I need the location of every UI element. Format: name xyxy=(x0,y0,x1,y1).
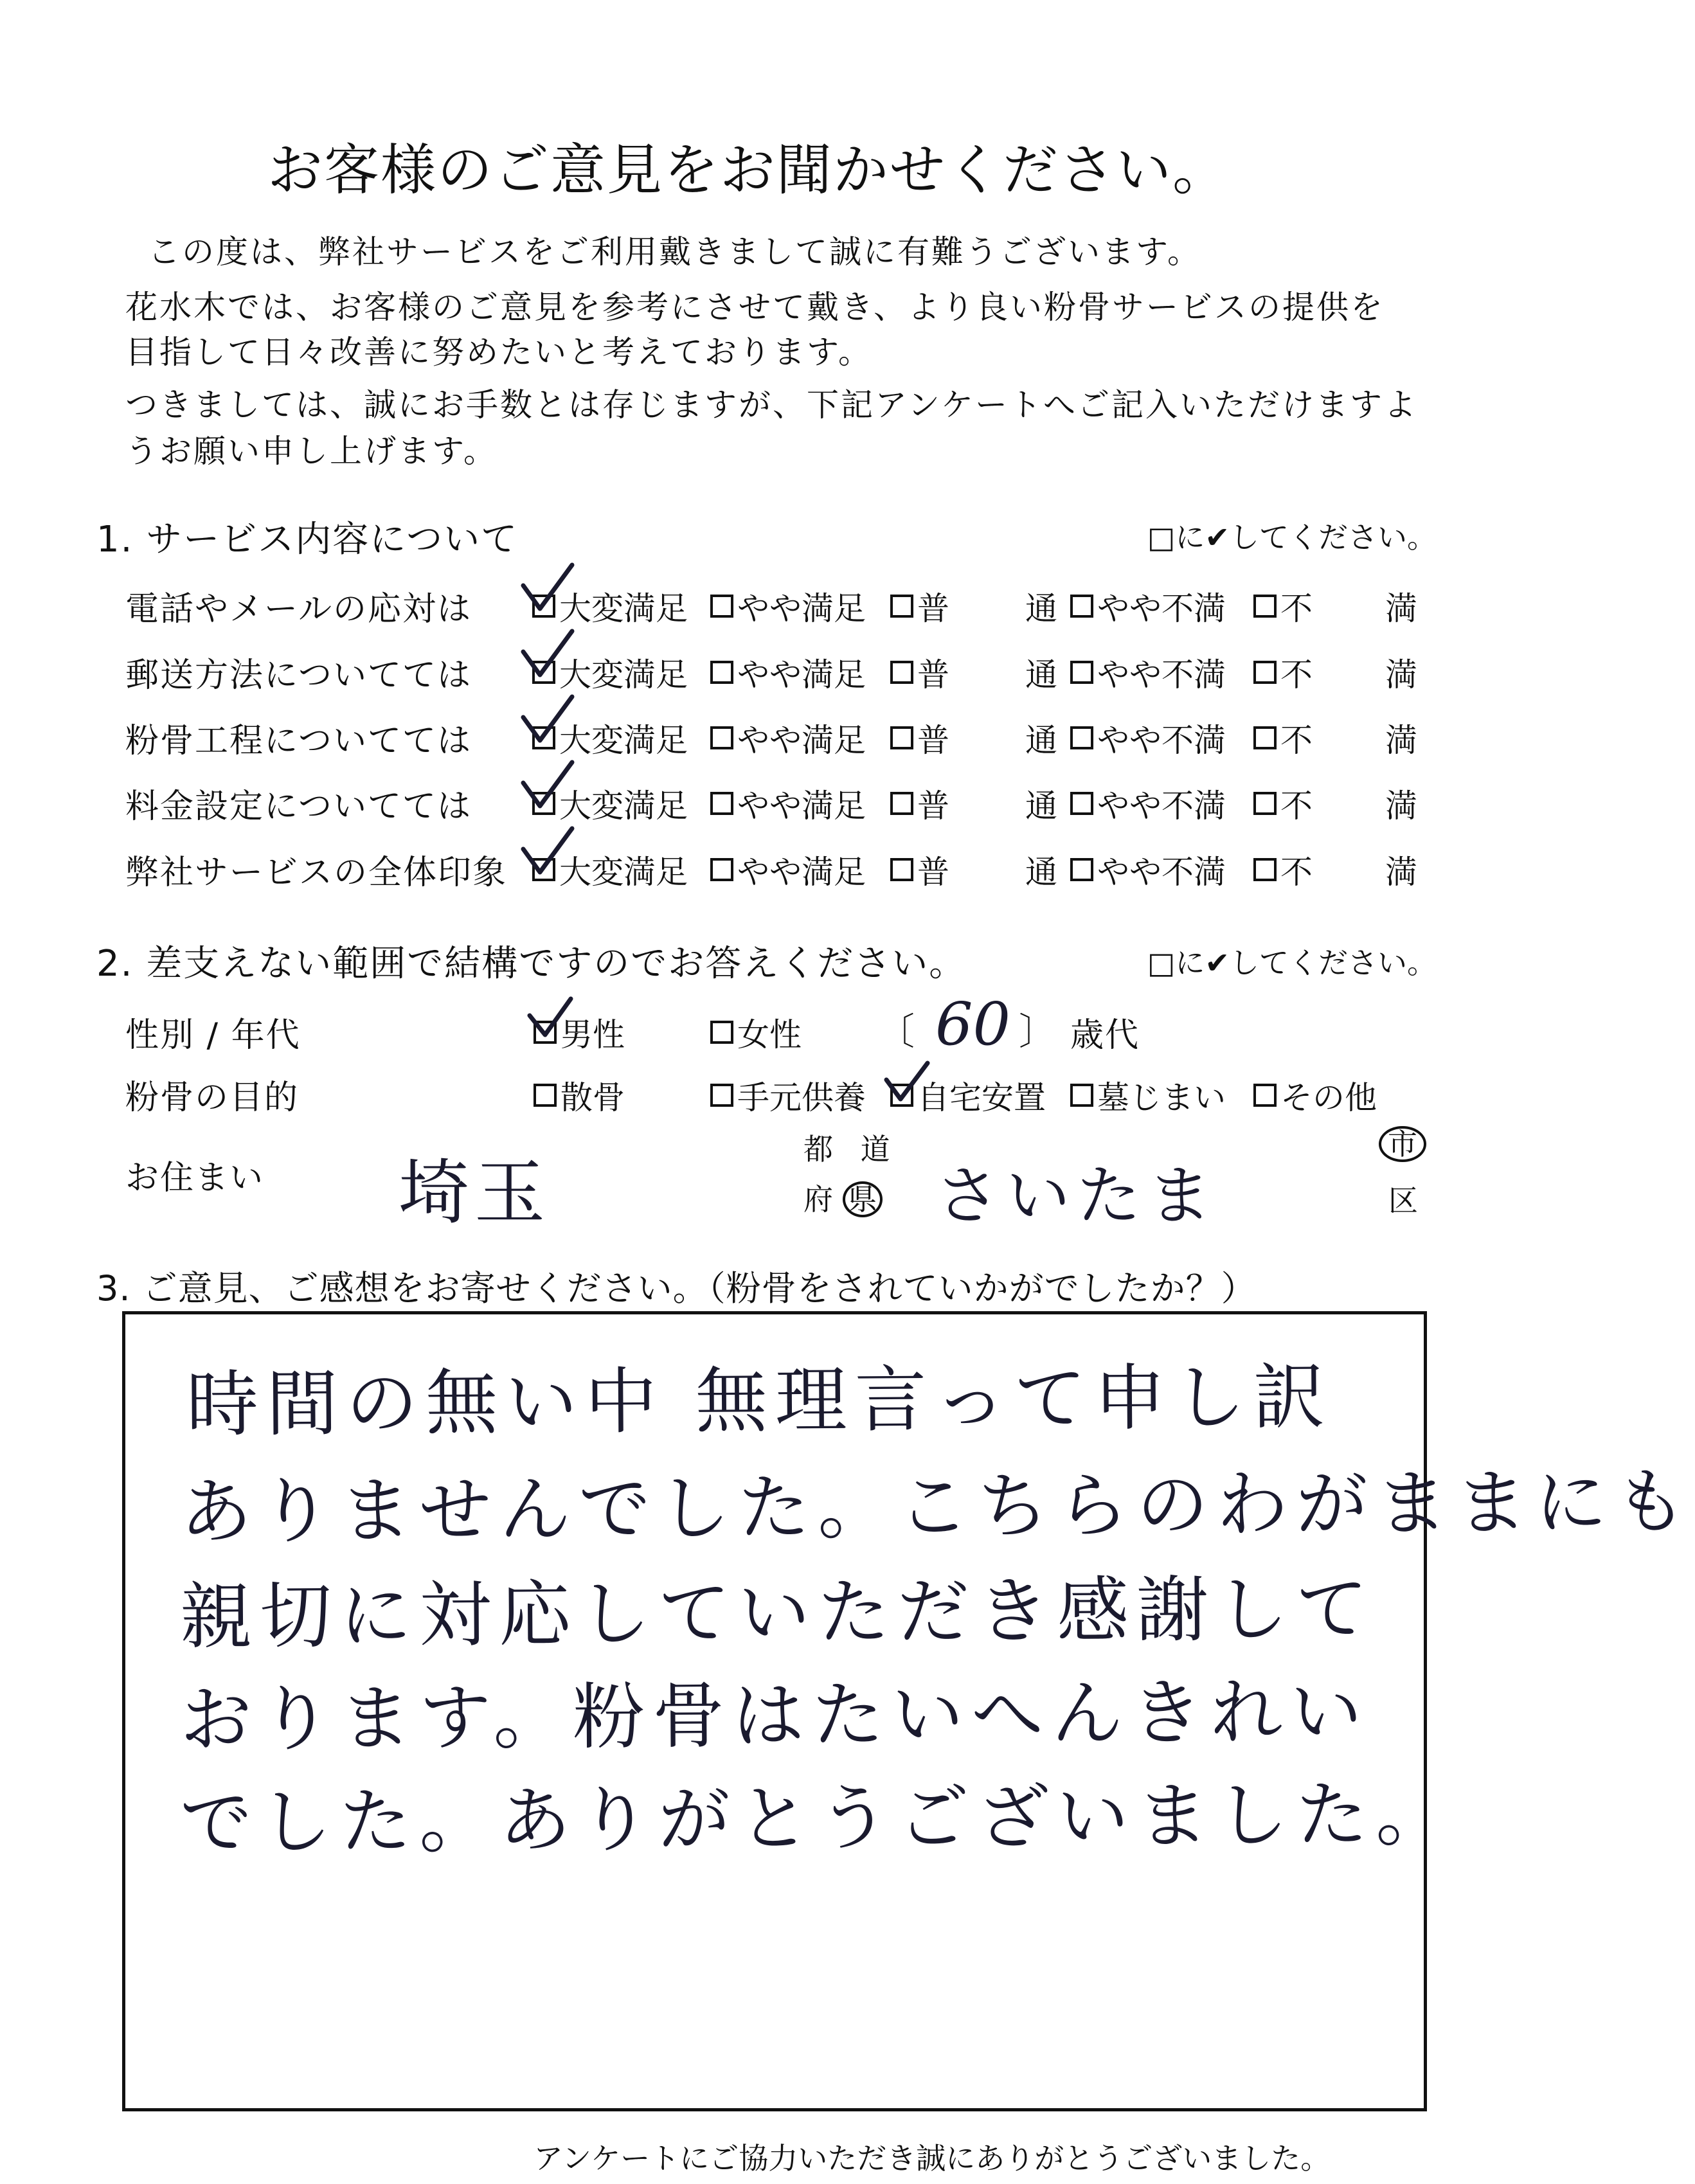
rating-option[interactable] xyxy=(890,715,949,761)
rating-option-label: やや不満 xyxy=(1097,854,1226,891)
city-value[interactable]: さいたま xyxy=(935,1158,1218,1233)
checkmark-icon xyxy=(519,826,577,877)
rating-option-label: 普 xyxy=(917,656,949,694)
rating-checkbox[interactable] xyxy=(710,726,733,749)
instruction-suffix: してください。 xyxy=(1230,945,1437,980)
checkmark-icon xyxy=(519,562,577,614)
intro-line-2: 花水木では、お客様のご意見を参考にさせて戴き、より良い粉骨サービスの提供を xyxy=(125,289,1385,326)
purpose-option-label: 手元供養 xyxy=(737,1079,866,1116)
rating-checkbox[interactable] xyxy=(890,858,913,881)
city-suffix-shi-circled xyxy=(1379,1126,1426,1162)
rating-checkbox[interactable] xyxy=(1253,661,1277,684)
rating-checkbox[interactable] xyxy=(890,726,913,749)
rating-option-label: やや満足 xyxy=(737,854,866,891)
prefecture-value[interactable]: 埼玉 xyxy=(399,1152,550,1234)
instruction-prefix: □に xyxy=(1147,945,1205,980)
rating-option[interactable] xyxy=(710,649,866,695)
rating-checkbox[interactable] xyxy=(710,792,733,815)
rating-checkbox[interactable] xyxy=(890,792,913,815)
page-title: お客様のご意見をお聞かせください。 xyxy=(267,138,1229,202)
rating-option-label: 大変満足 xyxy=(559,656,688,694)
question-label: 粉骨工程についてては xyxy=(125,722,472,760)
section1-instruction xyxy=(1147,514,1437,557)
rating-option[interactable] xyxy=(1070,649,1226,695)
purpose-option[interactable] xyxy=(534,1072,625,1118)
rating-option[interactable] xyxy=(1070,583,1226,629)
question-label: 弊社サービスの全体印象 xyxy=(125,854,508,892)
rating-option-label: 不 xyxy=(1280,854,1313,891)
intro-line-5: うお願い申し上げます。 xyxy=(125,433,498,470)
question-label: 電話やメールの応対は xyxy=(125,590,472,629)
rating-option[interactable] xyxy=(710,846,866,893)
rating-checkbox[interactable] xyxy=(1070,661,1093,684)
rating-option-label: 通 xyxy=(1025,590,1057,627)
rating-option[interactable] xyxy=(1070,715,1226,761)
rating-option-label: 満 xyxy=(1385,590,1417,627)
prefecture-suffix-bottom xyxy=(803,1176,883,1219)
purpose-checkbox[interactable] xyxy=(534,1084,557,1107)
section2-instruction xyxy=(1147,940,1437,982)
rating-option-label: 不 xyxy=(1280,787,1313,825)
purpose-option-label: 散骨 xyxy=(561,1079,625,1116)
rating-option-label: やや満足 xyxy=(737,656,866,694)
checkmark-icon xyxy=(519,629,577,680)
prefecture-suffix-fu: 府 xyxy=(803,1182,833,1217)
rating-option-label: やや不満 xyxy=(1097,656,1226,694)
section1-heading: 1. サービス内容について xyxy=(96,519,519,560)
rating-option-label: 大変満足 xyxy=(559,722,688,759)
check-icon: ✔ xyxy=(1205,945,1230,980)
comment-line-4: おります。粉骨はたいへんきれい xyxy=(179,1670,1370,1762)
purpose-option[interactable] xyxy=(1253,1072,1377,1118)
rating-option[interactable] xyxy=(1253,649,1313,695)
rating-option xyxy=(1385,715,1417,761)
rating-option-label: 普 xyxy=(917,590,949,627)
rating-option xyxy=(1385,846,1417,893)
purpose-option-label: その他 xyxy=(1280,1079,1377,1116)
rating-option xyxy=(1025,649,1057,695)
city-suffix-shi: 市 xyxy=(1379,1126,1426,1162)
rating-option-label: 普 xyxy=(917,854,949,891)
rating-option xyxy=(1385,583,1417,629)
question-label: 料金設定についてては xyxy=(125,787,472,826)
purpose-checkbox[interactable] xyxy=(1253,1084,1277,1107)
rating-option-label: 普 xyxy=(917,787,949,825)
question-label: 郵送方法についてては xyxy=(125,656,472,695)
rating-option-label: 満 xyxy=(1385,854,1417,891)
purpose-option-label: 自宅安置 xyxy=(917,1079,1046,1116)
rating-option-label: 普 xyxy=(917,722,949,759)
rating-checkbox[interactable] xyxy=(1070,792,1093,815)
rating-option-label: やや不満 xyxy=(1097,787,1226,825)
rating-option-label: 不 xyxy=(1280,656,1313,694)
rating-option-label: やや満足 xyxy=(737,722,866,759)
instruction-prefix: □に xyxy=(1147,520,1205,555)
rating-option-label: 不 xyxy=(1280,590,1313,627)
rating-checkbox[interactable] xyxy=(1070,858,1093,881)
purpose-option-label: 墓じまい xyxy=(1097,1079,1226,1116)
rating-option[interactable] xyxy=(890,649,949,695)
rating-option xyxy=(1025,846,1057,893)
rating-option[interactable] xyxy=(1070,780,1226,827)
checkmark-icon xyxy=(883,1061,934,1105)
rating-checkbox[interactable] xyxy=(1070,726,1093,749)
rating-option-label: 通 xyxy=(1025,656,1057,694)
checkbox-female[interactable] xyxy=(710,1021,733,1044)
rating-option[interactable] xyxy=(890,780,949,827)
city-suffix-ku: 区 xyxy=(1388,1183,1418,1218)
rating-option[interactable] xyxy=(1070,846,1226,893)
rating-option-label: やや不満 xyxy=(1097,722,1226,759)
rating-option xyxy=(1385,780,1417,827)
rating-option-label: やや満足 xyxy=(737,590,866,627)
rating-option xyxy=(1025,715,1057,761)
rating-checkbox[interactable] xyxy=(890,595,913,618)
rating-option[interactable] xyxy=(890,846,949,893)
age-suffix: 歳代 xyxy=(1070,1016,1140,1055)
rating-option-label: 大変満足 xyxy=(559,787,688,825)
section3-heading: 3. ご意見、ご感想をお寄せください。（粉骨をされていかがでしたか？） xyxy=(96,1268,1257,1309)
address-label: お住まい xyxy=(125,1159,265,1197)
rating-option-label: 満 xyxy=(1385,787,1417,825)
instruction-suffix: してください。 xyxy=(1230,520,1437,555)
gender-option-label: 男性 xyxy=(561,1016,625,1053)
gender-option-female[interactable] xyxy=(710,1009,802,1055)
rating-checkbox[interactable] xyxy=(710,858,733,881)
rating-checkbox[interactable] xyxy=(710,595,733,618)
age-bracket-open: 〔 xyxy=(877,1010,915,1053)
purpose-label: 粉骨の目的 xyxy=(125,1079,300,1117)
intro-line-4: つきましては、誠にお手数とは存じますが、下記アンケートへご記入いただけますよ xyxy=(125,386,1418,424)
checkmark-icon xyxy=(519,694,577,746)
rating-option xyxy=(1385,649,1417,695)
rating-option[interactable] xyxy=(1253,846,1313,893)
purpose-checkbox[interactable] xyxy=(1070,1084,1093,1107)
rating-checkbox[interactable] xyxy=(1253,858,1277,881)
purpose-option[interactable] xyxy=(710,1072,866,1118)
rating-checkbox[interactable] xyxy=(1253,595,1277,618)
rating-checkbox[interactable] xyxy=(1253,792,1277,815)
rating-option-label: 通 xyxy=(1025,722,1057,759)
age-value[interactable]: 60 xyxy=(935,990,1011,1059)
rating-option-label: 不 xyxy=(1280,722,1313,759)
rating-option[interactable] xyxy=(1253,583,1313,629)
age-bracket-close: 〕 xyxy=(1019,1010,1057,1053)
rating-checkbox[interactable] xyxy=(890,661,913,684)
footer-thanks: アンケートにご協力いただき誠にありがとうございました。 xyxy=(534,2141,1331,2176)
rating-option[interactable] xyxy=(1253,715,1313,761)
comment-line-3: 親切に対応していただき感謝して xyxy=(179,1567,1376,1660)
rating-option xyxy=(1025,583,1057,629)
section2-heading: 2. 差支えない範囲で結構ですのでお答えください。 xyxy=(96,943,967,985)
rating-option-label: やや不満 xyxy=(1097,590,1226,627)
rating-option-label: 通 xyxy=(1025,787,1057,825)
rating-option xyxy=(1025,780,1057,827)
prefecture-suffix-ken-circled: 県 xyxy=(843,1181,883,1217)
rating-checkbox[interactable] xyxy=(1070,595,1093,618)
rating-option-label: 満 xyxy=(1385,722,1417,759)
comment-line-5: でした。ありがとうございました。 xyxy=(179,1773,1456,1865)
rating-option-label: 通 xyxy=(1025,854,1057,891)
checkmark-icon xyxy=(526,996,577,1041)
rating-option-label: 大変満足 xyxy=(559,590,688,627)
purpose-option[interactable] xyxy=(1070,1072,1226,1118)
rating-checkbox[interactable] xyxy=(1253,726,1277,749)
rating-option[interactable] xyxy=(710,583,866,629)
rating-option[interactable] xyxy=(710,715,866,761)
intro-line-3: 目指して日々改善に努めたいと考えております。 xyxy=(125,334,872,371)
rating-option[interactable] xyxy=(890,583,949,629)
check-icon: ✔ xyxy=(1205,520,1230,555)
gender-option-label: 女性 xyxy=(737,1016,802,1053)
comment-line-2: ありませんでした。こちらのわがままにも xyxy=(179,1460,1695,1555)
rating-option-label: 大変満足 xyxy=(559,854,688,891)
rating-option[interactable] xyxy=(710,780,866,827)
rating-option-label: 満 xyxy=(1385,656,1417,694)
gender-age-label: 性別 / 年代 xyxy=(125,1016,301,1055)
rating-checkbox[interactable] xyxy=(710,661,733,684)
checkmark-icon xyxy=(519,760,577,811)
intro-line-1: この度は、弊社サービスをご利用戴きまして誠に有難うございます。 xyxy=(148,233,1201,271)
prefecture-suffix-top: 都 道 xyxy=(803,1132,899,1167)
purpose-checkbox[interactable] xyxy=(710,1084,733,1107)
comment-line-1: 時間の無い中 無理言って申し訳 xyxy=(186,1355,1334,1447)
rating-option-label: やや満足 xyxy=(737,787,866,825)
rating-option[interactable] xyxy=(1253,780,1313,827)
